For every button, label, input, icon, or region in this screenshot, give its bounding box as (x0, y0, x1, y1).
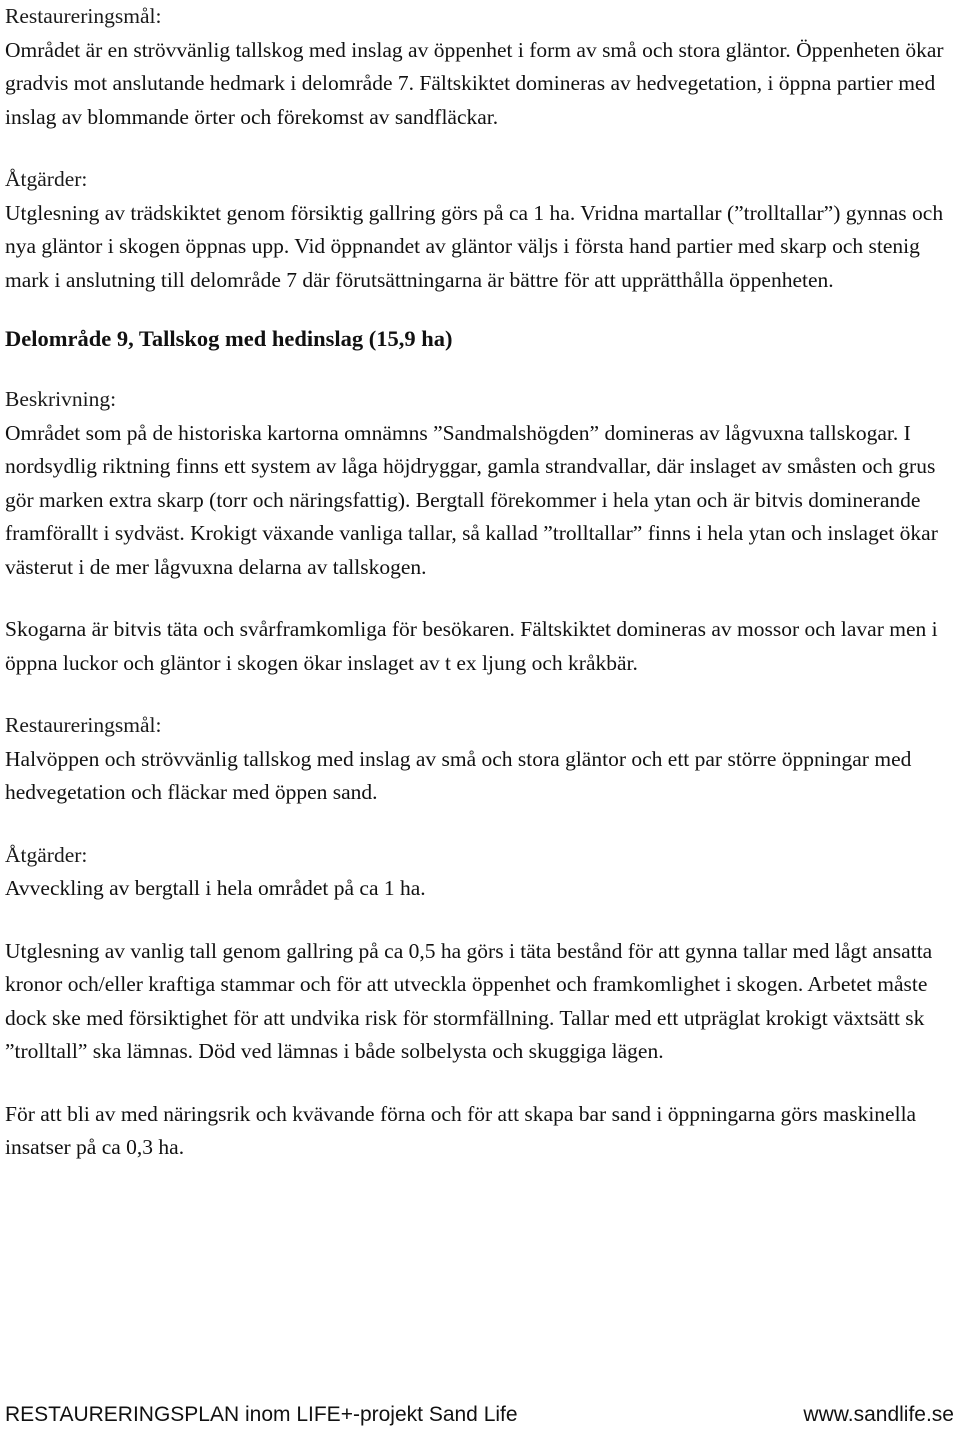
restoration-goal-text: Området är en strövvänlig tallskog med inslag av öppenhet i form av små och stora gläntor. Öppenheten ökar gradvis mot anslutande hedmark i delområde 7. Fältskiktet domineras av hedvegetation, i öppna partier med inslag av blommande örter och förekomst av sandfläckar. (5, 37, 944, 129)
measures-text: Avveckling av bergtall i hela området på ca 1 ha. (5, 876, 426, 900)
restoration-goal-label: Restaureringsmål: (5, 713, 162, 737)
measures-text-mechanical: För att bli av med näringsrik och kvävande förna och för att skapa bar sand i öppningarna görs maskinella insatser på ca 0,3 ha. (5, 1101, 917, 1159)
footer-website: www.sandlife.se (803, 1403, 954, 1426)
section-heading: Delområde 9, Tallskog med hedinslag (15,9 ha) (5, 326, 453, 351)
measures-label: Åtgärder: (5, 842, 88, 867)
footer-title: RESTAURERINGSPLAN inom LIFE+-projekt Sand Life (5, 1403, 518, 1426)
measures-label: Åtgärder: (5, 167, 88, 191)
description-text: Området som på de historiska kartorna omnämns ”Sandmalshögden” domineras av lågvuxna tallskogar. I nordsydlig riktning finns ett system av låga höjdryggar, gamla strandvallar, där inslaget av småsten och grus gör marken extra skarp (torr och näringsfattig). Bergtall förekommer i hela ytan och är bitvis dominerande framförallt i sydväst. Krokigt växande vanliga tallar, så kallad ”trolltallar” finns i hela ytan och inslaget ökar västerut i de mer lågvuxna delarna av tallskogen. (5, 420, 938, 579)
document-page (5, 0, 953, 1165)
description-label: Beskrivning: (5, 387, 117, 411)
restoration-goal-label: Restaureringsmål: (5, 4, 162, 28)
restoration-goal-text: Halvöppen och strövvänlig tallskog med inslag av små och stora gläntor och ett par större öppningar med hedvegetation och fläckar med öppen sand. (5, 746, 912, 804)
page-footer (5, 1401, 954, 1429)
description-text-continued: Skogarna är bitvis täta och svårframkomliga för besökaren. Fältskiktet domineras av mossor och lavar men i öppna luckor och gläntor i skogen ökar inslaget av t ex ljung och kråkbär. (5, 617, 938, 675)
measures-text-thinning: Utglesning av vanlig tall genom gallring på ca 0,5 ha görs i täta bestånd för att gynna tallar med lågt ansatta kronor och/eller kraftiga stammar och för att utveckla öppenhet och framkomlighet i skogen. Arbetet måste dock ske med försiktighet för att undvika risk för stormfällning. Tallar med ett utpräglat krokigt växtsätt sk ”trolltall” ska lämnas. Död ved lämnas i både solbelysta och skuggiga lägen. (5, 938, 933, 1063)
measures-text: Utglesning av trädskiktet genom försiktig gallring görs på ca 1 ha. Vridna martallar (”trolltallar”) gynnas och nya gläntor i skogen öppnas upp. Vid öppnandet av gläntor väljs i första hand partier med skarp och stenig mark i anslutning till delområde 7 där förutsättningarna är bättre för att upprätthålla öppenheten. (5, 200, 944, 292)
